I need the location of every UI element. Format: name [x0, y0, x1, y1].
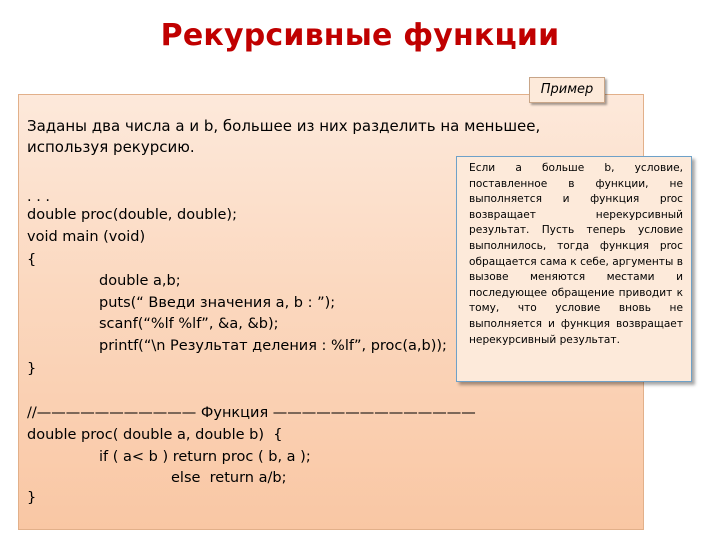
- code-line-10: //——————————— Функция ——————————————: [27, 405, 476, 421]
- code-line-12: if ( a< b ) return proc ( b, a );: [99, 449, 311, 465]
- code-line-13: else return a/b;: [171, 470, 287, 486]
- explanation-note: Если a больше b, условие, поставленное в функции, не выполняется и функция proc возвращает нерекурсивный результат. Пусть теперь условие выполнилось, тогда функция proc обращается сама к себе, аргументы в вызове меняются местами и последующее обращение приводит к тому, что условие вновь не выполняется и функция возвращает нерекурсивный результат.: [456, 156, 692, 382]
- code-line-14: }: [27, 490, 37, 506]
- code-line-6: puts(“ Введи значения a, b : ”);: [99, 295, 336, 311]
- code-line-1: . . .: [27, 189, 51, 205]
- code-line-7: scanf(“%lf %lf”, &a, &b);: [99, 316, 279, 332]
- code-line-5: double a,b;: [99, 273, 181, 289]
- example-badge: Пример: [529, 77, 605, 103]
- code-line-8: printf(“\n Результат деления : %lf”, proc(a,b));: [99, 338, 447, 354]
- code-line-3: void main (void): [27, 229, 146, 245]
- code-line-4: {: [27, 252, 37, 268]
- code-line-2: double proc(double, double);: [27, 207, 237, 223]
- code-line-11: double proc( double a, double b) {: [27, 427, 283, 443]
- slide-title: Рекурсивные функции: [160, 18, 560, 53]
- code-line-9: }: [27, 361, 37, 377]
- task-statement: Заданы два числа a и b, большее из них разделить на меньшее, используя рекурсию.: [27, 117, 541, 156]
